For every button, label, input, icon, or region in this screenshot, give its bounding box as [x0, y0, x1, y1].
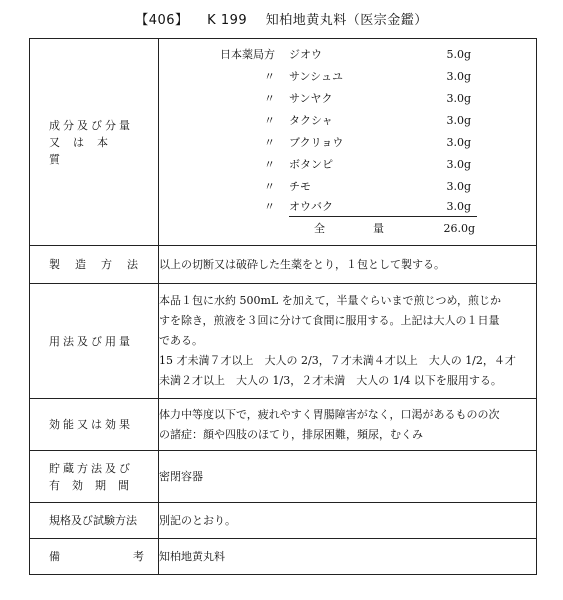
manufacturing-text: 以上の切断又は破砕した生薬をとり，１包として製する。 — [159, 257, 445, 271]
ingredient-row — [159, 133, 536, 153]
manufacturing-label-cell — [30, 246, 159, 284]
formula-code: K 199 — [207, 13, 248, 28]
remarks-row — [30, 539, 537, 575]
remarks-label-cell — [30, 539, 159, 575]
ingredient-name: ボタンピ — [289, 158, 333, 171]
usage-text: 本品１包に水約 500mL を加えて，半量ぐらいまで煎じつめ，煎じか すを除き，煎液を３回に分けて食間に服用する。上記は大人の１日量 である。 15 才未満７才以上 大人の 2/3，７才未満４才以上 大人の 1/2，４才 未満２才以上 大人の 1/3，２才未満 大人の 1/4 以下を服用する。 — [159, 294, 516, 387]
ingredients-label-line1 — [30, 117, 158, 134]
total-label-char: 量 — [373, 222, 384, 235]
specs-text: 別記のとおり。 — [159, 513, 236, 527]
manufacturing-cell — [159, 246, 537, 284]
total-label — [314, 219, 384, 239]
ingredient-name: ブクリョウ — [289, 136, 344, 149]
ingredient-row — [159, 155, 536, 175]
ingredient-name: タクシャ — [289, 114, 333, 127]
ingredient-amount: 3.0g — [446, 180, 471, 193]
pharmacopoeia-label: 日本薬局方 — [220, 48, 275, 61]
ingredients-label-text: 成分及び分量 — [49, 118, 133, 132]
ingredients-label-line2 — [30, 134, 158, 168]
ditto-mark: 〃 — [264, 70, 275, 83]
ingredient-name: ジオウ — [289, 48, 322, 61]
specs-row — [30, 503, 537, 539]
total-label-char: 全 — [314, 222, 325, 235]
remarks-text: 知柏地黄丸料 — [159, 549, 225, 563]
usage-label-cell — [30, 284, 159, 399]
ingredient-row — [159, 67, 536, 87]
ingredient-name: オウバク — [289, 200, 333, 213]
ingredients-label-cell — [30, 39, 159, 246]
ingredient-row — [159, 177, 536, 197]
manufacturing-row — [30, 246, 537, 284]
storage-text: 密閉容器 — [159, 469, 203, 483]
ingredient-row — [159, 89, 536, 109]
specs-cell — [159, 503, 537, 539]
usage-row — [30, 284, 537, 399]
efficacy-row — [30, 399, 537, 451]
efficacy-cell — [159, 399, 537, 451]
ingredient-amount: 3.0g — [446, 92, 471, 105]
specs-label: 規格及び試験方法 — [49, 514, 137, 527]
usage-label: 用法及び用量 — [49, 334, 133, 348]
storage-label-line1: 貯蔵方法及び — [49, 461, 133, 475]
remarks-label-char: 考 — [133, 550, 144, 563]
usage-cell — [159, 284, 537, 399]
ingredient-amount: 3.0g — [446, 114, 471, 127]
total-divider — [289, 216, 477, 217]
remarks-cell — [159, 539, 537, 575]
monograph-table — [29, 38, 537, 575]
ditto-mark: 〃 — [264, 136, 275, 149]
total-row — [159, 219, 536, 239]
ingredients-label-text2: 又は本質 — [49, 135, 121, 166]
manufacturing-label: 製 造 方 法 — [49, 258, 140, 271]
ingredient-amount: 3.0g — [446, 158, 471, 171]
storage-label-line2: 有効期間 — [49, 478, 141, 492]
ingredient-row — [159, 197, 536, 217]
ingredients-row — [30, 39, 537, 246]
ditto-mark: 〃 — [264, 114, 275, 127]
remarks-label — [30, 548, 158, 565]
total-amount: 26.0g — [443, 222, 475, 235]
ditto-mark: 〃 — [264, 158, 275, 171]
ditto-mark: 〃 — [264, 92, 275, 105]
page-title — [0, 9, 563, 28]
remarks-label-char: 備 — [49, 550, 60, 563]
ingredient-amount: 3.0g — [446, 70, 471, 83]
ingredients-cell — [159, 39, 537, 246]
specs-label-cell — [30, 503, 159, 539]
ingredient-name: チモ — [289, 180, 311, 193]
ingredient-row — [159, 111, 536, 131]
efficacy-label-cell — [30, 399, 159, 451]
storage-row — [30, 451, 537, 503]
storage-label-cell — [30, 451, 159, 503]
ingredient-amount: 3.0g — [446, 200, 471, 213]
ditto-mark: 〃 — [264, 200, 275, 213]
ingredient-amount: 3.0g — [446, 136, 471, 149]
ingredient-row — [159, 45, 536, 65]
ingredient-amount: 5.0g — [446, 48, 471, 61]
ingredient-name: サンシュユ — [289, 70, 343, 83]
formula-name: 知柏地黄丸料（医宗金鑑） — [265, 13, 428, 28]
ingredient-list — [159, 43, 536, 241]
efficacy-text: 体力中等度以下で，疲れやすく胃腸障害がなく，口渇があるものの次 の諸症：顔や四肢のほてり，排尿困難，頻尿，むくみ — [159, 407, 500, 441]
storage-cell — [159, 451, 537, 503]
formula-number: 【406】 — [135, 13, 189, 28]
ingredient-name: サンヤク — [289, 92, 333, 105]
ditto-mark: 〃 — [264, 180, 275, 193]
efficacy-label: 効能又は効果 — [49, 418, 133, 431]
